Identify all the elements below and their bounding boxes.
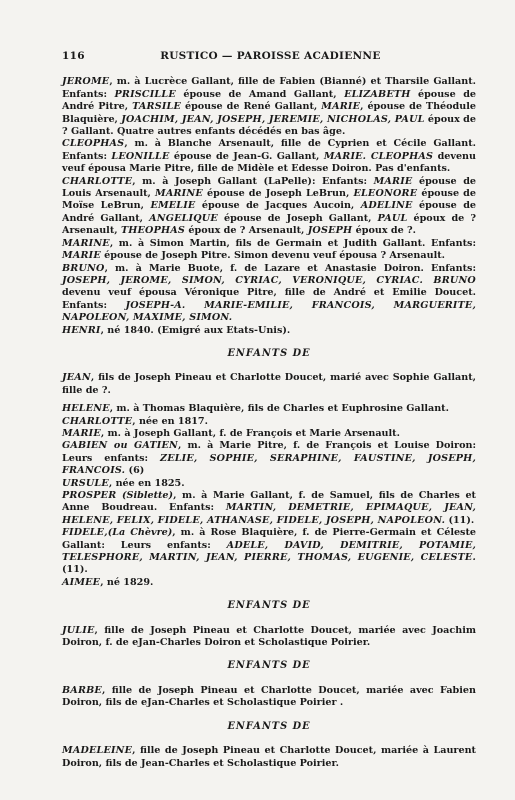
- genealogy-entry: [62, 440, 476, 477]
- section-heading: ENFANTS DE: [227, 600, 311, 612]
- person-name: HENRI: [62, 324, 101, 336]
- entry-text: , m. à Marie Gallant, f. de Samuel, fils de Charles et Anne Boudreau. Enfants:: [62, 490, 476, 514]
- entry-text: , né 1829.: [100, 576, 154, 588]
- person-name: MARINE: [62, 237, 110, 249]
- entry-text: épouse de Amand Gallant,: [175, 88, 345, 100]
- child-names: EMELIE: [150, 200, 196, 212]
- entries-block-3: [62, 403, 476, 589]
- entries-block-6: [62, 745, 476, 770]
- person-name: JULIE: [62, 624, 95, 636]
- entry-text: (11).: [62, 564, 88, 576]
- entry-text: , fils de Joseph Pineau et Charlotte Doucet, marié avec Sophie Gallant, fille de ?.: [62, 372, 476, 396]
- genealogy-entry: [62, 263, 476, 325]
- genealogy-entry: [62, 745, 476, 770]
- child-names: MARIE: [321, 101, 361, 113]
- entry-text: , m. à Simon Martin, fils de Germain et Judith Gallant. Enfants:: [109, 237, 476, 249]
- entry-text: devenu veuf épousa Marie Pitre, fille de Midèle et Edesse Doiron. Pas d'enfants.: [62, 150, 477, 175]
- entry-text: , fille de Joseph Pineau et Charlotte Doucet, mariée à Laurent Doiron, fils de Jean-Charles et Scholastique Poirier.: [62, 745, 476, 769]
- section-heading: ENFANTS DE: [227, 347, 311, 359]
- section-heading: ENFANTS DE: [227, 720, 311, 732]
- person-name: JEAN: [62, 372, 91, 384]
- child-names: ADELINE: [360, 200, 413, 212]
- entry-text: , m. à Joseph Gallant (LaPelle): Enfants:: [132, 175, 374, 187]
- child-names: JOACHIM, JEAN, JOSEPH, JEREMIE, NICHOLAS, PAUL: [121, 113, 425, 125]
- child-names: MARTIN, DEMETRIE, EPIMAQUE, JEAN, HELENE, FELIX, FIDELE, ATHANASE, FIDELE, JOSEPH, NAPOLEON.: [62, 502, 476, 526]
- entry-text: épouse de Joseph LeBrun,: [202, 188, 354, 200]
- entry-text: , fille de Joseph Pineau et Charlotte Doucet, mariée avec Joachim Doiron, f. de eJan-Charles Doiron et Scholastique Poirier.: [62, 624, 476, 649]
- entry-text: épouse de Jean-G. Gallant,: [169, 150, 324, 162]
- child-names: PRISCILLE: [114, 88, 176, 100]
- entry-text: épouse de Jacques Aucoin,: [195, 200, 361, 212]
- child-names: MARIE: [62, 250, 101, 262]
- entries-block-5: [62, 685, 476, 710]
- person-name: BRUNO: [62, 262, 105, 274]
- child-names: ADELE, DAVID, DEMITRIE, POTAMIE, TELESPHORE, MARTIN, JEAN, PIERRE, THOMAS, EUGENIE, CELESTE.: [62, 539, 476, 564]
- person-name: HELENE: [62, 403, 110, 415]
- genealogy-entry: [62, 176, 476, 238]
- entry-text: épouse de Moïse LeBrun,: [62, 188, 476, 212]
- entry-text: , née en 1817.: [132, 415, 208, 427]
- genealogy-entry: [62, 372, 476, 397]
- genealogy-entry: [62, 685, 476, 710]
- child-names: MARINE: [155, 188, 203, 200]
- entry-text: , m. à Joseph Gallant, f. de François et Marie Arsenault.: [100, 427, 400, 439]
- entry-text: , m. à Rose Blaquière, f. de Pierre-Germain et Céleste Gallant: Leurs enfants:: [62, 527, 476, 551]
- entry-text: époux de ?.: [352, 225, 417, 237]
- nickname: (La Chèvre): [107, 527, 173, 539]
- entries-block-1: [62, 76, 476, 337]
- child-names: MARIE: [373, 175, 413, 187]
- person-name: BARBE: [62, 684, 102, 696]
- entry-text: , m. à Thomas Blaquière, fils de Charles et Euphrosine Gallant.: [109, 403, 449, 415]
- person-name: URSULE: [62, 477, 109, 489]
- genealogy-entry: [62, 138, 476, 175]
- entry-text: épouse de Joseph Gallant,: [217, 212, 378, 224]
- child-names: LEONILLE: [111, 150, 170, 162]
- entry-text: (6): [125, 465, 145, 477]
- person-name: MARIE: [62, 427, 101, 439]
- person-name: CHARLOTTE: [62, 175, 133, 187]
- child-names: JOSEPH: [307, 225, 353, 237]
- book-page: [62, 50, 476, 770]
- child-names: ELIZABETH: [344, 88, 411, 100]
- genealogy-entry: [62, 428, 476, 440]
- entry-text: , m. à Marie Buote, f. de Lazare et Anastasie Doiron. Enfants:: [104, 262, 476, 274]
- child-names: THEOPHAS: [120, 225, 186, 237]
- entry-text: , épouse de Théodule Blaquière,: [62, 101, 476, 125]
- child-names: ANGELIQUE: [149, 212, 218, 224]
- child-names: ZELIE, SOPHIE, SERAPHINE, FAUSTINE, JOSEPH, FRANCOIS.: [62, 452, 476, 477]
- entries-block-2: [62, 372, 476, 397]
- entry-text: époux de ? Gallant. Quatre autres enfants décédés en bas âge.: [62, 113, 476, 138]
- child-names: JOSEPH-A. MARIE-EMILIE, FRANCOIS, MARGUERITE, NAPOLEON, MAXIME, SIMON.: [62, 299, 476, 324]
- entries-block-4: [62, 625, 476, 650]
- person-name: JEROME: [62, 76, 110, 88]
- nickname: (Siblette): [116, 490, 174, 501]
- genealogy-entry: [62, 478, 476, 490]
- genealogy-entry: [62, 416, 476, 428]
- entry-text: , m. à Marie Pitre, f. de François et Louise Doiron: Leurs enfants:: [62, 440, 477, 464]
- person-name: GABIEN ou GATIEN: [62, 440, 178, 452]
- running-title: RUSTICO — PAROISSE ACADIENNE: [160, 50, 381, 62]
- entry-text: épouse de Joseph Pitre. Simon devenu veuf épousa ? Arsenault.: [100, 250, 445, 262]
- child-names: ELEONORE: [353, 188, 418, 200]
- page-number: 116: [62, 50, 85, 62]
- page-header: [62, 50, 476, 62]
- entry-text: époux de ? Arsenault,: [62, 212, 476, 237]
- person-name: PROSPER: [62, 490, 117, 501]
- genealogy-entry: [62, 625, 476, 650]
- entry-text: , née en 1825.: [108, 477, 185, 489]
- person-name: MADELEINE: [62, 745, 133, 757]
- entry-text: épouse de René Gallant,: [180, 101, 322, 113]
- person-name: CHARLOTTE: [62, 415, 133, 427]
- entry-text: , fille de Joseph Pineau et Charlotte Doucet, mariée avec Fabien Doiron, fils de eJan-Charles et Scholastique Poirier .: [62, 684, 476, 709]
- entry-text: épouse de André Gallant,: [62, 200, 477, 224]
- child-names: JOSEPH, JEROME, SIMON, CYRIAC, VERONIQUE, CYRIAC. BRUNO: [62, 274, 476, 286]
- genealogy-entry: [62, 490, 476, 527]
- child-names: TARSILE: [132, 101, 181, 113]
- entry-text: épouse de André Pitre,: [62, 88, 477, 113]
- genealogy-entry: [62, 403, 476, 415]
- child-names: PAUL: [377, 212, 408, 224]
- person-name: AIMEE: [62, 576, 101, 588]
- entry-text: , m. à Blanche Arsenault, fille de Cyprien et Cécile Gallant. Enfants:: [62, 138, 476, 162]
- entry-text: épouse de Louis Arsenault,: [62, 175, 477, 200]
- entry-text: , m. à Lucrèce Gallant, fille de Fabien (Bianné) et Tharsile Gallant. Enfants:: [62, 76, 476, 100]
- entry-text: , né 1840. (Emigré aux Etats-Unis).: [100, 324, 291, 336]
- section-heading: ENFANTS DE: [227, 660, 311, 672]
- child-names: MARIE. CLEOPHAS: [323, 150, 434, 162]
- genealogy-entry: [62, 527, 476, 577]
- genealogy-entry: [62, 577, 476, 589]
- person-name: FIDELE,: [62, 527, 108, 539]
- entry-text: époux de ? Arsenault,: [185, 225, 308, 237]
- entry-text: (11).: [445, 514, 475, 526]
- genealogy-entry: [62, 325, 476, 337]
- person-name: CLEOPHAS: [62, 138, 125, 150]
- genealogy-entry: [62, 76, 476, 138]
- genealogy-entry: [62, 238, 476, 263]
- entry-text: devenu veuf épousa Véronique Pitre, fille de André et Emilie Doucet. Enfants:: [62, 287, 476, 311]
